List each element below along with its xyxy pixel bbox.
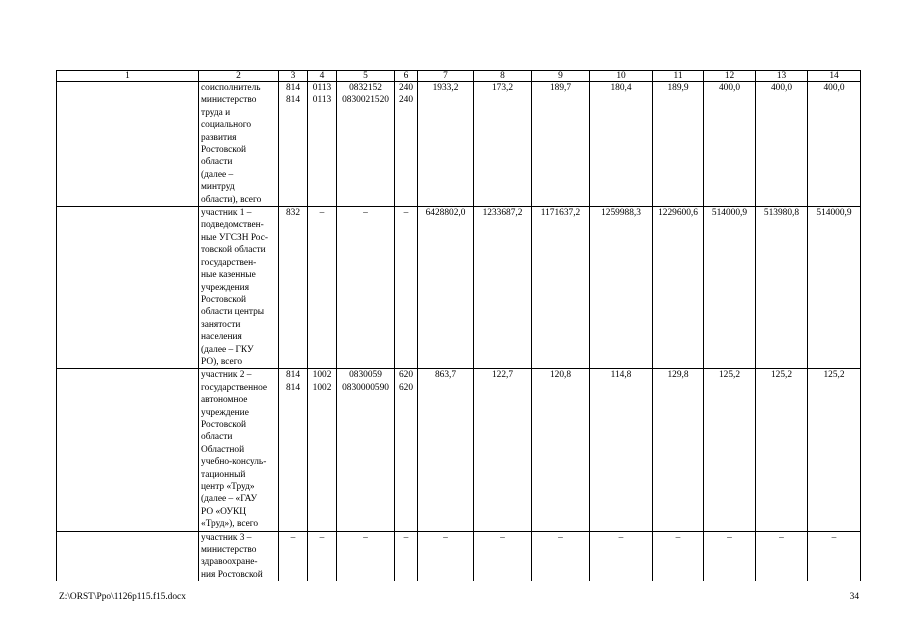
total-cell: 863,7 — [418, 369, 474, 531]
csr-cell: 0832152 0830021520 — [337, 82, 395, 207]
year-value-cell: 400,0 — [756, 82, 808, 207]
total-cell: 6428802,0 — [418, 207, 474, 369]
year-value-cell: – — [704, 531, 756, 581]
column-header: 4 — [308, 71, 337, 82]
total-cell: – — [418, 531, 474, 581]
year-value-cell: 114,8 — [590, 369, 653, 531]
file-path: Z:\ORST\Ppo\1126p115.f15.docx — [59, 592, 186, 602]
column-header: 13 — [756, 71, 808, 82]
rzpr-cell: – — [308, 531, 337, 581]
vr-cell: 620 620 — [395, 369, 418, 531]
year-value-cell: 189,7 — [532, 82, 590, 207]
table-row — [57, 82, 861, 207]
year-value-cell: – — [532, 531, 590, 581]
csr-cell: 0830059 0830000590 — [337, 369, 395, 531]
year-value-cell: – — [756, 531, 808, 581]
participant-name-cell: участник 2 – государственное автономное учреждение Ростовской области Областной учебно-консуль- тационный центр «Труд» (далее – «ГАУ РО «ОУКЦ «Труд»), всего — [199, 369, 279, 531]
grbs-cell: 814 814 — [279, 369, 308, 531]
year-value-cell: 400,0 — [704, 82, 756, 207]
year-value-cell: 125,2 — [756, 369, 808, 531]
year-value-cell: 400,0 — [808, 82, 861, 207]
column-header: 1 — [57, 71, 199, 82]
row-number-cell — [57, 369, 199, 531]
column-header: 11 — [653, 71, 704, 82]
rzpr-cell: 1002 1002 — [308, 369, 337, 531]
vr-cell: 240 240 — [395, 82, 418, 207]
column-header: 2 — [199, 71, 279, 82]
participant-name-cell: соисполнитель министерство труда и социального развития Ростовской области (далее – минтруд области), всего — [199, 82, 279, 207]
row-number-cell — [57, 207, 199, 369]
grbs-cell: – — [279, 531, 308, 581]
column-header: 10 — [590, 71, 653, 82]
grbs-cell: 832 — [279, 207, 308, 369]
year-value-cell: 173,2 — [474, 82, 532, 207]
table-row — [57, 207, 861, 369]
year-value-cell: – — [653, 531, 704, 581]
column-header: 6 — [395, 71, 418, 82]
year-value-cell: 125,2 — [704, 369, 756, 531]
year-value-cell: 1233687,2 — [474, 207, 532, 369]
row-number-cell — [57, 531, 199, 581]
year-value-cell: 1171637,2 — [532, 207, 590, 369]
year-value-cell: – — [590, 531, 653, 581]
year-value-cell: 120,8 — [532, 369, 590, 531]
csr-cell: – — [337, 207, 395, 369]
total-cell: 1933,2 — [418, 82, 474, 207]
page-number: 34 — [849, 592, 859, 602]
table-row — [57, 369, 861, 531]
column-header: 12 — [704, 71, 756, 82]
grbs-cell: 814 814 — [279, 82, 308, 207]
year-value-cell: 129,8 — [653, 369, 704, 531]
row-number-cell — [57, 82, 199, 207]
column-header: 14 — [808, 71, 861, 82]
column-header: 3 — [279, 71, 308, 82]
year-value-cell: 1259988,3 — [590, 207, 653, 369]
year-value-cell: 180,4 — [590, 82, 653, 207]
header-row — [57, 71, 861, 82]
vr-cell: – — [395, 531, 418, 581]
rzpr-cell: 0113 0113 — [308, 82, 337, 207]
column-header: 5 — [337, 71, 395, 82]
year-value-cell: – — [808, 531, 861, 581]
column-header: 7 — [418, 71, 474, 82]
year-value-cell: 513980,8 — [756, 207, 808, 369]
year-value-cell: 125,2 — [808, 369, 861, 531]
year-value-cell: 189,9 — [653, 82, 704, 207]
budget-table — [56, 70, 861, 581]
column-header: 9 — [532, 71, 590, 82]
csr-cell: – — [337, 531, 395, 581]
year-value-cell: – — [474, 531, 532, 581]
table-row — [57, 531, 861, 581]
year-value-cell: 122,7 — [474, 369, 532, 531]
year-value-cell: 514000,9 — [704, 207, 756, 369]
vr-cell: – — [395, 207, 418, 369]
year-value-cell: 1229600,6 — [653, 207, 704, 369]
page-footer — [59, 592, 859, 602]
participant-name-cell: участник 3 – министерство здравоохране- ния Ростовской — [199, 531, 279, 581]
column-header: 8 — [474, 71, 532, 82]
rzpr-cell: – — [308, 207, 337, 369]
year-value-cell: 514000,9 — [808, 207, 861, 369]
participant-name-cell: участник 1 – подведомствен- ные УГСЗН Рос- товской области государствен- ные казенные учреждения Ростовской области центры занятости населения (далее – ГКУ РО), всего — [199, 207, 279, 369]
